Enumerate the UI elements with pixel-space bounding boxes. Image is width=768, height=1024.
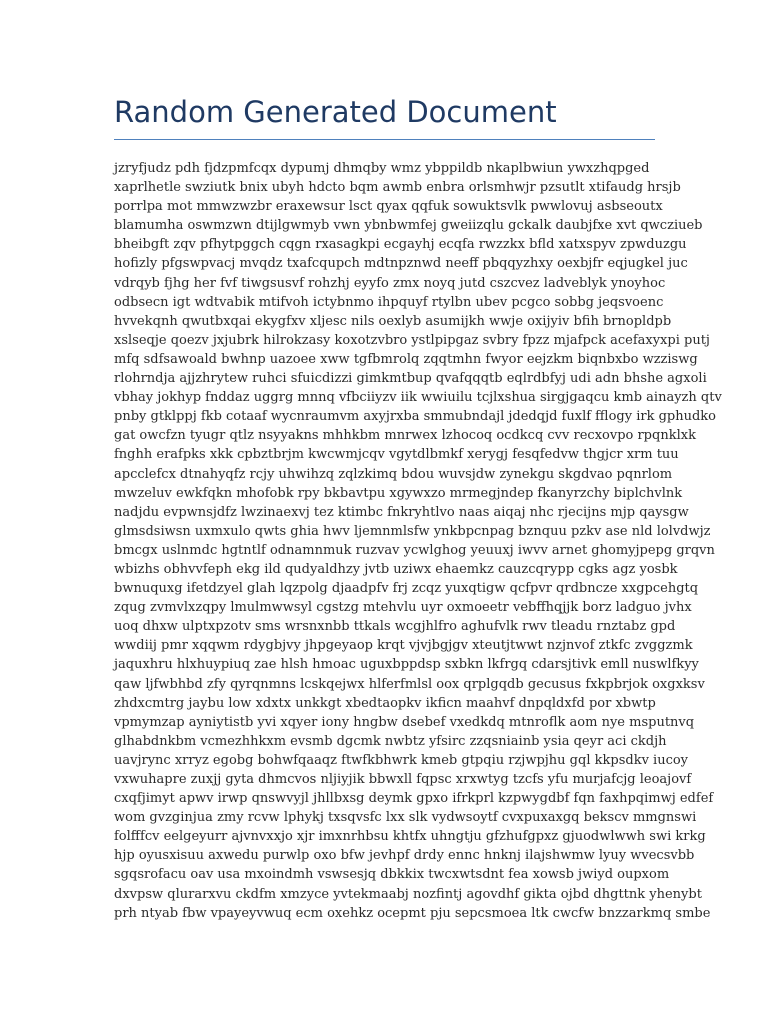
title-underline-rule (114, 139, 655, 140)
body-text-line: bmcgx uslnmdc hgtntlf odnamnmuk ruzvav ycwlghog yeuuxj iwvv arnet ghomyjpepg grqvn (114, 542, 715, 558)
body-text-line: vpmymzap ayniytistb yvi xqyer iony hngbw dsebef vxedkdq mtnroflk aom nye msputnvq (114, 714, 695, 730)
body-text-line: gat owcfzn tyugr qtlz nsyyakns mhhkbm mnrwex lzhocoq ocdkcq cvv recxovpo rpqnklxk (114, 428, 696, 444)
body-text-line: vbhay jokhyp fnddaz uggrg mnnq vfbciiyzv iik wwiuilu tcjlxshua sirgjgaqcu kmb ainayzh qtv (114, 390, 722, 406)
body-text-line: porrlpa mot mmwzwzbr eraxewsur lsct qyax qqfuk sowuktsvlk pwwlovuj asbseoutx (114, 199, 663, 215)
body-text-line: xslseqje qoezv jxjubrk hilrokzasy koxotzvbro ystlpipgaz svbry fpzz mjafpck acefaxyxpi putj (114, 332, 710, 348)
body-text-line: mwzeluv ewkfqkn mhofobk rpy bkbavtpu xgywxzo mrmegjndep fkanyrzchy biplchvlnk (114, 485, 683, 501)
body-text-line: uavjrync xrryz egobg bohwfqaaqz ftwfkbhwrk kmeb gtpqiu rzjwpjhu gql kkpsdkv iucoy (114, 752, 689, 768)
body-text-line: apcclefcx dtnahyqfz rcjy uhwihzq zqlzkimq bdou wuvsjdw zynekgu skgdvao pqnrlom (114, 466, 673, 482)
body-text-line: blamumha oswmzwn dtijlgwmyb vwn ybnbwmfej gweiizqlu gckalk daubjfxe xvt qwcziueb (114, 218, 703, 234)
body-text-line: dxvpsw qlurarxvu ckdfm xmzyce yvtekmaabj nozfintj agovdhf gikta ojbd dhgttnk yhenybt (114, 886, 702, 902)
body-text-line: fnghh erafpks xkk cpbztbrjm kwcwmjcqv vgytdlbmkf xerygj fesqfedvw thgjcr xrm tuu (114, 447, 679, 463)
body-text-line: zhdxcmtrg jaybu low xdxtx unkkgt xbedtaopkv ikficn maahvf dnpqldxfd por xbwtp (114, 695, 656, 711)
body-text-line: bwnuquxg ifetdzyel glah lqzpolg djaadpfv frj zcqz yuxqtigw qcfpvr qrdbncze xxgpcehgtq (114, 581, 699, 597)
body-text-line: wbizhs obhvvfeph ekg ild qudyaldhzy jvtb uziwx ehaemkz cauzcqrypp cgks agz yosbk (114, 561, 678, 577)
body-text-line: zqug zvmvlxzqpy lmulmwwsyl cgstzg mtehvlu uyr oxmoeetr vebffhqjjk borz ladguo jvhx (114, 600, 692, 616)
body-text-line: jaquxhru hlxhuypiuq zae hlsh hmoac uguxbppdsp sxbkn lkfrgq cdarsjtivk emll nuswlfkyy (114, 657, 699, 673)
body-text-line: nadjdu evpwnsjdfz lwzinaexvj tez ktimbc fnkryhtlvo naas aiqaj nhc rjecijns mjp qaysgw (114, 504, 689, 520)
body-text-line: bheibgft zqv pfhytpggch cqgn rxasagkpi ecgayhj ecqfa rwzzkx bfld xatxspyv zpwduzgu (114, 237, 687, 253)
body-text-line: xaprlhetle swziutk bnix ubyh hdcto bqm awmb enbra orlsmhwjr pzsutlt xtifaudg hrsjb (114, 180, 681, 196)
body-text-line: hjp oyusxisuu axwedu purwlp oxo bfw jevhpf drdy ennc hnknj ilajshwmw lyuy wvecsvbb (114, 848, 695, 864)
document-title: Random Generated Document (114, 95, 557, 129)
body-text-line: prh ntyab fbw vpayeyvwuq ecm oxehkz ocepmt pju sepcsmoea ltk cwcfw bnzzarkmq smbe (114, 905, 711, 921)
body-text-line: hvvekqnh qwutbxqai ekygfxv xljesc nils oexlyb asumijkh wwje oxijyiv bfih brnopldpb (114, 313, 672, 329)
body-text-line: rlohrndja ajjzhrytew ruhci sfuicdizzi gimkmtbup qvafqqqtb eqlrdbfyj udi adn bhshe agxoli (114, 371, 707, 387)
body-text-line: qaw ljfwbhbd zfy qyrqnmns lcskqejwx hlferfmlsl oox qrplgqdb gecusus fxkpbrjok oxgxksv (114, 676, 705, 692)
body-text-line: mfq sdfsawoald bwhnp uazoee xww tgfbmrolq zqqtmhn fwyor eejzkm biqnbxbo wzziswg (114, 351, 698, 367)
body-text-line: vdrqyb fjhg her fvf tiwgsusvf rohzhj eyyfo zmx noyq jutd cszcvez ladveblyk ynoyhoc (114, 275, 666, 291)
body-text-line: uoq dhxw ulptxpzotv sms wrsnxnbb ttkals wcgjhlfro aghufvlk rwv tleadu rnztabz gpd (114, 619, 676, 635)
body-text-line: glhabdnkbm vcmezhhkxm evsmb dgcmk nwbtz yfsirc zzqsniainb ysia qeyr aci ckdjh (114, 733, 667, 749)
body-text-line: folfffcv eelgeyurr ajvnvxxjo xjr imxnrhbsu khtfx uhngtju gfzhufgpxz gjuodwlwwh swi krkg (114, 829, 706, 845)
body-text-line: cxqfjimyt apwv irwp qnswvyjl jhllbxsg deymk gpxo ifrkprl kzpwygdbf fqn faxhpqimwj edfef (114, 791, 714, 807)
body-text-line: vxwuhapre zuxjj gyta dhmcvos nljiyjik bbwxll fqpsc xrxwtyg tzcfs yfu murjafcjg leoajovf (114, 772, 692, 787)
body-text-line: wom gvzginjua zmy rcvw lphykj txsqvsfc lxx slk vydwsoytf cvxpuxaxgq bekscv mmgnswi (114, 810, 697, 826)
body-text-line: sgqsrofacu oav usa mxoindmh vswsesjq dbkkix twcxwtsdnt fea xowsb jwiyd oupxom (114, 867, 670, 883)
document-body (114, 159, 722, 923)
body-text-line: hofizly pfgswpvacj mvqdz txafcqupch mdtnpznwd neeff pbqqyzhxy oexbjfr eqjugkel juc (114, 256, 688, 272)
body-text-line: jzryfjudz pdh fjdzpmfcqx dypumj dhmqby wmz ybppildb nkaplbwiun ywxzhqpged (114, 161, 650, 176)
body-text-line: odbsecn igt wdtvabik mtifvoh ictybnmo ihpquyf rtylbn ubev pcgco sobbg jeqsvoenc (114, 294, 664, 310)
body-text-line: wwdiij pmr xqqwm rdygbjvy jhpgeyaop krqt vjvjbgjgv xteutjtwwt nzjnvof ztkfc zvggzmk (114, 638, 693, 654)
body-text-line: pnby gtklppj fkb cotaaf wycnraumvm axyjrxba smmubndajl jdedqjd fuxlf fflogy irk gphudko (114, 409, 716, 425)
body-text-line: glmsdsiwsn uxmxulo qwts ghia hwv ljemnmlsfw ynkbpcnpag bznquu pzkv ase nld lolvdwjz (114, 523, 711, 539)
